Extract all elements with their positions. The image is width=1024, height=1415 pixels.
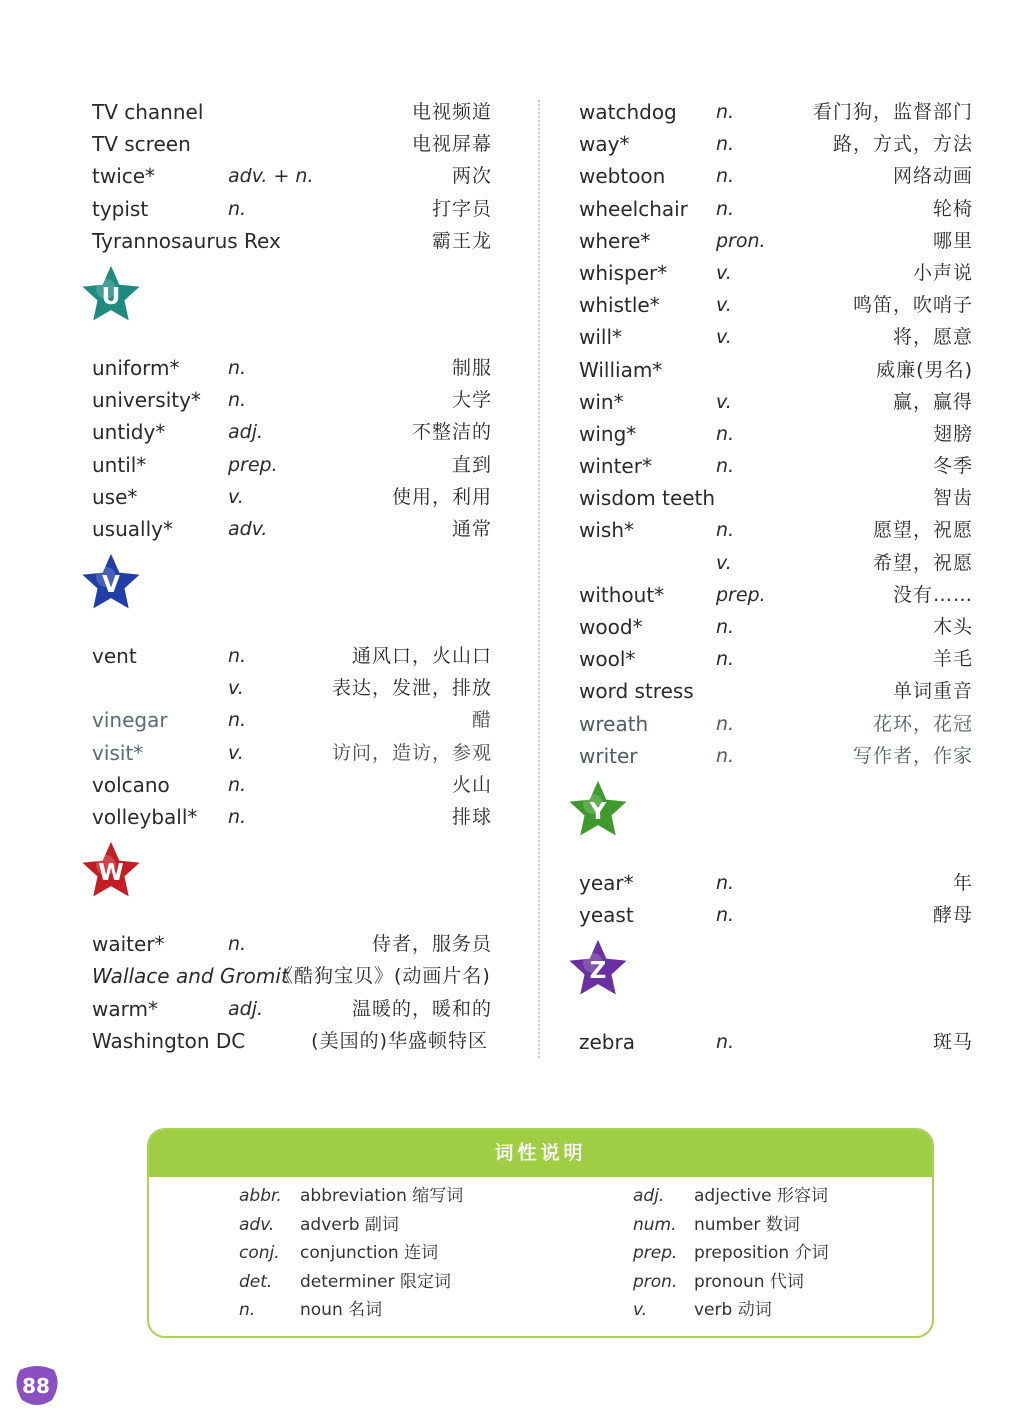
entry-meaning: (美国的)华盛顿特区 bbox=[311, 1029, 488, 1052]
star-icon bbox=[76, 263, 146, 329]
entry-meaning: 打字员 bbox=[431, 197, 492, 220]
entry-part-of-speech: n. bbox=[716, 101, 735, 123]
entry-part-of-speech: n. bbox=[716, 165, 735, 188]
section-header-w bbox=[92, 833, 492, 928]
vocab-entry bbox=[579, 386, 973, 418]
entry-word: TV channel bbox=[92, 100, 204, 124]
entry-part-of-speech: n. bbox=[716, 744, 735, 767]
entry-meaning: 网络动画 bbox=[892, 165, 973, 188]
entry-meaning: 表达，发泄，排放 bbox=[331, 677, 492, 700]
entry-part-of-speech: adj. bbox=[228, 997, 264, 1020]
legend-abbreviation: v. bbox=[633, 1300, 648, 1321]
legend-description: adjective 形容词 bbox=[694, 1186, 829, 1206]
entry-word: Washington DC bbox=[92, 1028, 246, 1053]
section-letter: U bbox=[101, 283, 121, 310]
entry-meaning: 智齿 bbox=[932, 487, 973, 510]
entry-meaning: 火山 bbox=[451, 773, 492, 796]
section-header-u bbox=[92, 257, 492, 352]
vocab-entry bbox=[92, 1025, 492, 1057]
entry-part-of-speech: v. bbox=[716, 294, 732, 317]
star-icon bbox=[563, 778, 633, 844]
vocab-entry bbox=[579, 1026, 973, 1058]
vocab-entry bbox=[579, 225, 973, 257]
vocab-entry bbox=[92, 449, 492, 481]
left-column bbox=[92, 96, 492, 1057]
entry-part-of-speech: v. bbox=[716, 261, 732, 284]
entry-word: Wallace and Gromit bbox=[92, 964, 289, 989]
legend-description: conjunction 连词 bbox=[300, 1243, 439, 1264]
entry-word: where* bbox=[579, 228, 651, 253]
legend-abbreviation: n. bbox=[239, 1300, 256, 1321]
vocab-entry bbox=[579, 643, 973, 675]
entry-part-of-speech: n. bbox=[228, 933, 247, 956]
vocab-entry bbox=[579, 611, 973, 643]
entry-meaning: 通风口，火山口 bbox=[351, 645, 492, 668]
entry-part-of-speech: n. bbox=[228, 197, 247, 220]
entry-part-of-speech: n. bbox=[716, 519, 735, 542]
entry-meaning: 轮椅 bbox=[932, 197, 973, 220]
legend-description: pronoun 代词 bbox=[694, 1271, 804, 1292]
star-shape bbox=[76, 263, 146, 329]
entry-meaning: 木头 bbox=[932, 616, 973, 638]
entry-word: whisper* bbox=[579, 260, 668, 285]
entry-part-of-speech: adj. bbox=[228, 421, 264, 444]
vocab-entry bbox=[579, 899, 973, 931]
vocab-entry bbox=[92, 352, 492, 384]
vocab-entry bbox=[92, 640, 492, 672]
entry-part-of-speech: n. bbox=[716, 197, 735, 220]
vocab-entry bbox=[92, 96, 492, 128]
legend-description: noun 名词 bbox=[300, 1300, 383, 1321]
entry-meaning: 酵母 bbox=[932, 904, 973, 927]
entry-word: until* bbox=[92, 452, 147, 477]
vocab-entry bbox=[579, 321, 973, 353]
vocab-entry bbox=[92, 801, 492, 833]
entry-word: without* bbox=[579, 582, 665, 607]
legend-description: preposition 介词 bbox=[694, 1243, 829, 1264]
entry-word: vinegar bbox=[92, 708, 168, 733]
vocab-entry bbox=[579, 128, 973, 160]
entry-part-of-speech: n. bbox=[716, 904, 735, 927]
entry-part-of-speech: v. bbox=[228, 677, 244, 700]
section-header-v bbox=[92, 545, 492, 640]
entry-part-of-speech: n. bbox=[228, 709, 247, 732]
entry-meaning: 翅膀 bbox=[932, 422, 973, 445]
entry-word: wisdom teeth bbox=[579, 486, 716, 511]
entry-word: wreath bbox=[579, 711, 649, 736]
entry-meaning: 希望，祝愿 bbox=[872, 551, 973, 574]
entry-word: wish* bbox=[579, 518, 635, 543]
entry-part-of-speech: n. bbox=[716, 616, 735, 638]
legend-abbreviation: adj. bbox=[633, 1186, 665, 1206]
entry-meaning: 制服 bbox=[451, 356, 492, 379]
entry-meaning: 大学 bbox=[451, 389, 492, 412]
section-header-z bbox=[579, 931, 973, 1026]
vocab-entry bbox=[579, 675, 973, 707]
legend-header bbox=[149, 1130, 932, 1177]
vocab-entry bbox=[92, 928, 492, 960]
entry-meaning: 单词重音 bbox=[892, 680, 973, 703]
entry-word: win* bbox=[579, 389, 624, 414]
entry-part-of-speech: v. bbox=[716, 326, 732, 349]
entry-meaning: 没有…… bbox=[892, 583, 973, 606]
page-number-badge bbox=[14, 1364, 60, 1408]
entry-meaning: 排球 bbox=[451, 806, 492, 828]
section-header-y bbox=[579, 772, 973, 867]
entry-word: wood* bbox=[579, 615, 643, 639]
vocab-entry bbox=[579, 96, 973, 128]
entry-meaning: 威廉(男名) bbox=[876, 358, 973, 381]
entry-word: way* bbox=[579, 132, 630, 157]
entry-word: visit* bbox=[92, 740, 144, 765]
entry-word: use* bbox=[92, 484, 138, 509]
legend-description: determiner 限定词 bbox=[300, 1271, 451, 1292]
entry-word: typist bbox=[92, 196, 149, 221]
vocab-entry bbox=[579, 740, 973, 772]
entry-meaning: 冬季 bbox=[932, 455, 973, 478]
entry-meaning: 两次 bbox=[451, 165, 492, 188]
star-shape bbox=[563, 937, 633, 1003]
vocab-entry bbox=[579, 450, 973, 482]
entry-meaning: 年 bbox=[952, 871, 973, 894]
entry-word: word stress bbox=[579, 679, 694, 704]
entry-word: vent bbox=[92, 644, 137, 669]
vocab-entry bbox=[92, 193, 492, 225]
entry-meaning: 侍者，服务员 bbox=[371, 933, 492, 956]
legend-abbreviation: num. bbox=[633, 1214, 677, 1235]
entry-part-of-speech: prep. bbox=[228, 453, 278, 476]
entry-meaning: 霸王龙 bbox=[431, 229, 492, 252]
entry-part-of-speech: n. bbox=[716, 1031, 735, 1054]
vocab-entry bbox=[579, 193, 973, 225]
vocab-entry bbox=[92, 481, 492, 513]
entry-word: untidy* bbox=[92, 420, 166, 445]
entry-part-of-speech: n. bbox=[716, 648, 735, 671]
entry-meaning: 赢，赢得 bbox=[892, 390, 973, 413]
vocab-entry bbox=[579, 257, 973, 289]
entry-meaning: 醋 bbox=[471, 709, 492, 732]
entry-word: year* bbox=[579, 870, 634, 895]
entry-part-of-speech: n. bbox=[716, 455, 735, 478]
entry-meaning: 鸣笛，吹哨子 bbox=[852, 294, 973, 317]
entry-word: wing* bbox=[579, 421, 637, 446]
vocab-entry bbox=[92, 993, 492, 1025]
legend-abbreviation: abbr. bbox=[239, 1186, 282, 1206]
vocab-entry bbox=[579, 514, 973, 546]
entry-word: volcano bbox=[92, 772, 170, 797]
vocab-entry bbox=[579, 482, 973, 514]
star-icon bbox=[76, 839, 146, 905]
legend-abbreviation: prep. bbox=[633, 1243, 678, 1264]
star-shape bbox=[76, 839, 146, 905]
vocab-entry bbox=[92, 672, 492, 704]
section-letter: Z bbox=[589, 958, 607, 985]
page-number: 88 bbox=[22, 1374, 50, 1398]
entry-part-of-speech: v. bbox=[716, 390, 732, 413]
vocab-entry bbox=[92, 225, 492, 257]
entry-meaning: 小声说 bbox=[912, 261, 973, 284]
legend-description: adverb 副词 bbox=[300, 1214, 399, 1235]
entry-part-of-speech: n. bbox=[228, 645, 247, 668]
entry-meaning: 直到 bbox=[451, 453, 492, 476]
entry-word: wool* bbox=[579, 647, 636, 672]
vocab-entry bbox=[92, 160, 492, 192]
entry-word: volleyball* bbox=[92, 805, 198, 829]
vocab-entry bbox=[92, 704, 492, 736]
vocab-entry bbox=[579, 354, 973, 386]
legend-description: number 数词 bbox=[694, 1214, 800, 1235]
entry-word: whistle* bbox=[579, 293, 660, 318]
entry-meaning: 不整洁的 bbox=[411, 421, 492, 444]
entry-word: watchdog bbox=[579, 100, 677, 124]
entry-meaning: 电视频道 bbox=[411, 101, 492, 123]
entry-meaning: 《酷狗宝贝》(动画片名) bbox=[274, 965, 491, 988]
entry-part-of-speech: n. bbox=[716, 712, 735, 735]
entry-meaning: 通常 bbox=[451, 517, 492, 540]
entry-meaning: 路，方式，方法 bbox=[832, 133, 973, 156]
vocab-entry bbox=[579, 708, 973, 740]
star-shape bbox=[563, 778, 633, 844]
entry-word: zebra bbox=[579, 1030, 635, 1055]
vocab-entry bbox=[92, 513, 492, 545]
entry-word: uniform* bbox=[92, 355, 180, 380]
vocab-entry bbox=[92, 416, 492, 448]
vocab-entry bbox=[579, 418, 973, 450]
entry-word: waiter* bbox=[92, 932, 165, 957]
entry-part-of-speech: v. bbox=[716, 551, 732, 574]
section-letter: W bbox=[98, 860, 124, 887]
entry-meaning: 写作者，作家 bbox=[852, 744, 973, 767]
star-icon bbox=[76, 551, 146, 617]
star-icon bbox=[563, 937, 633, 1003]
legend-abbreviation: pron. bbox=[633, 1271, 678, 1292]
entry-word: Tyrannosaurus Rex bbox=[92, 228, 281, 253]
vocab-entry bbox=[579, 160, 973, 192]
entry-part-of-speech: n. bbox=[228, 356, 247, 379]
legend-abbreviation: adv. bbox=[239, 1214, 275, 1235]
entry-meaning: 访问，造访，参观 bbox=[331, 741, 492, 764]
entry-part-of-speech: pron. bbox=[716, 229, 766, 252]
entry-meaning: 使用，利用 bbox=[391, 485, 492, 508]
entry-word: William* bbox=[579, 357, 663, 382]
vocab-entry bbox=[92, 384, 492, 416]
entry-word: twice* bbox=[92, 164, 156, 189]
entry-meaning: 羊毛 bbox=[932, 648, 973, 671]
entry-meaning: 电视屏幕 bbox=[411, 133, 492, 156]
entry-meaning: 斑马 bbox=[932, 1031, 973, 1054]
entry-part-of-speech: n. bbox=[228, 389, 247, 412]
entry-part-of-speech: adv. bbox=[228, 517, 268, 540]
vocab-entry bbox=[92, 737, 492, 769]
entry-meaning: 看门狗，监督部门 bbox=[812, 101, 973, 123]
entry-meaning: 愿望，祝愿 bbox=[872, 519, 973, 542]
entry-part-of-speech: n. bbox=[716, 871, 735, 894]
star-shape bbox=[76, 551, 146, 617]
entry-word: winter* bbox=[579, 454, 652, 479]
entry-word: TV screen bbox=[92, 132, 191, 157]
entry-word: university* bbox=[92, 388, 201, 413]
legend-abbreviation: conj. bbox=[239, 1243, 280, 1264]
entry-part-of-speech: n. bbox=[716, 133, 735, 156]
entry-part-of-speech: v. bbox=[228, 741, 244, 764]
entry-word: writer bbox=[579, 743, 638, 768]
column-divider bbox=[538, 100, 540, 1058]
legend-title: 词性说明 bbox=[494, 1142, 587, 1164]
entry-part-of-speech: prep. bbox=[716, 583, 766, 606]
entry-word: warm* bbox=[92, 996, 158, 1021]
entry-meaning: 将，愿意 bbox=[892, 326, 973, 349]
entry-word: webtoon bbox=[579, 164, 666, 189]
vocab-entry bbox=[579, 289, 973, 321]
section-letter: V bbox=[102, 572, 120, 599]
section-letter: Y bbox=[589, 798, 607, 825]
entry-meaning: 温暖的，暖和的 bbox=[351, 997, 492, 1020]
entry-word: will* bbox=[579, 325, 623, 350]
legend-description: abbreviation 缩写词 bbox=[300, 1186, 464, 1206]
entry-meaning: 哪里 bbox=[932, 229, 973, 252]
right-column bbox=[579, 96, 973, 1059]
part-of-speech-legend bbox=[147, 1128, 934, 1338]
vocab-entry bbox=[92, 128, 492, 160]
legend-abbreviation: det. bbox=[239, 1271, 273, 1292]
vocab-entry bbox=[92, 769, 492, 801]
vocab-entry bbox=[579, 579, 973, 611]
entry-word: wheelchair bbox=[579, 196, 688, 221]
vocab-entry bbox=[92, 960, 492, 992]
vocab-entry bbox=[579, 867, 973, 899]
entry-part-of-speech: n. bbox=[228, 773, 247, 796]
entry-meaning: 花环，花冠 bbox=[872, 712, 973, 735]
entry-word: yeast bbox=[579, 903, 634, 928]
vocab-entry bbox=[579, 547, 973, 579]
entry-part-of-speech: n. bbox=[716, 422, 735, 445]
entry-word: usually* bbox=[92, 516, 173, 541]
legend-description: verb 动词 bbox=[694, 1300, 772, 1321]
entry-part-of-speech: v. bbox=[228, 485, 244, 508]
entry-part-of-speech: n. bbox=[228, 806, 247, 828]
entry-part-of-speech: adv. + n. bbox=[228, 165, 314, 188]
